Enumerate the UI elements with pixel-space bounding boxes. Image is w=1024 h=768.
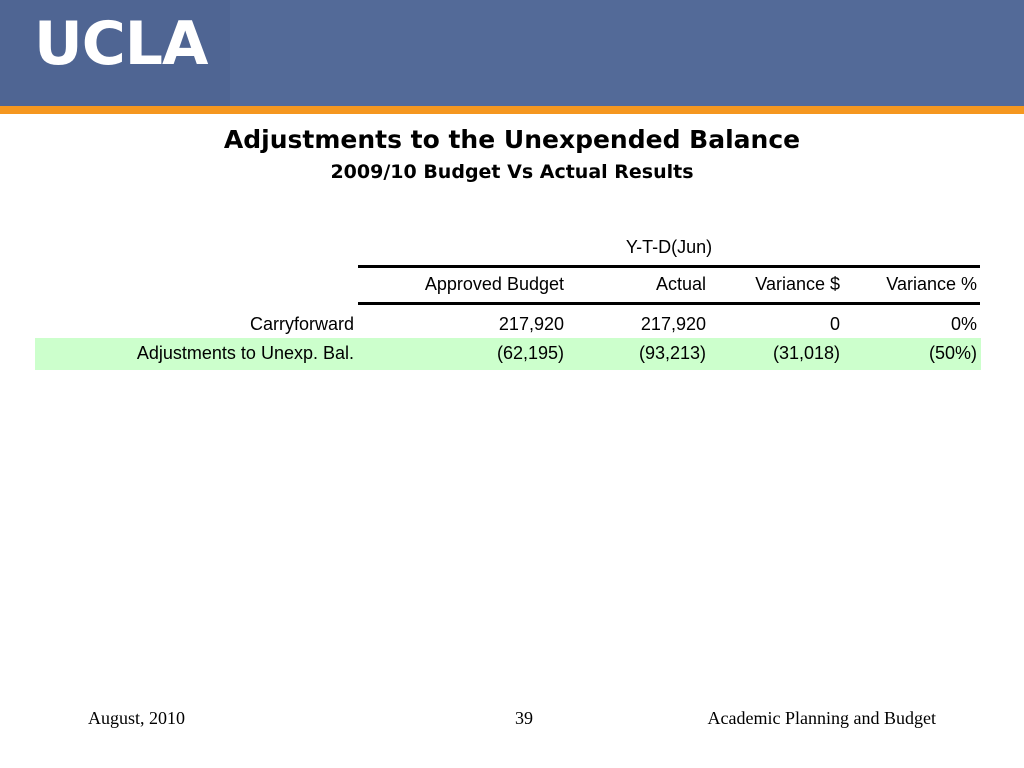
footer-department: Academic Planning and Budget [707, 708, 936, 728]
logo-box [0, 0, 230, 106]
cell-approved-budget: 217,920 [498, 314, 564, 334]
row-label-adjustments: Adjustments to Unexp. Bal. [136, 343, 354, 363]
column-header-actual: Actual [655, 274, 706, 294]
footer-page-number: 39 [515, 708, 533, 728]
cell-variance-percent: 0% [950, 314, 977, 334]
header-accent-stripe [0, 106, 1024, 114]
ucla-logo: UCLA [34, 9, 208, 79]
footer-date: August, 2010 [88, 708, 186, 728]
cell-actual: (93,213) [638, 343, 706, 363]
table-header-rule [358, 302, 980, 305]
table-group-header: Y-T-D(Jun) [625, 237, 713, 257]
column-header-variance-dollar: Variance $ [755, 274, 840, 294]
column-header-variance-percent: Variance % [886, 274, 977, 294]
slide-subtitle: 2009/10 Budget Vs Actual Results [330, 161, 694, 183]
slide-title: Adjustments to the Unexpended Balance [223, 125, 801, 154]
cell-variance-dollar: (31,018) [772, 343, 840, 363]
row-label-carryforward: Carryforward [249, 314, 354, 334]
column-header-approved-budget: Approved Budget [424, 274, 564, 294]
table-top-rule [358, 265, 980, 268]
cell-approved-budget: (62,195) [496, 343, 564, 363]
cell-variance-percent: (50%) [928, 343, 977, 363]
cell-variance-dollar: 0 [829, 314, 840, 334]
cell-actual: 217,920 [640, 314, 706, 334]
